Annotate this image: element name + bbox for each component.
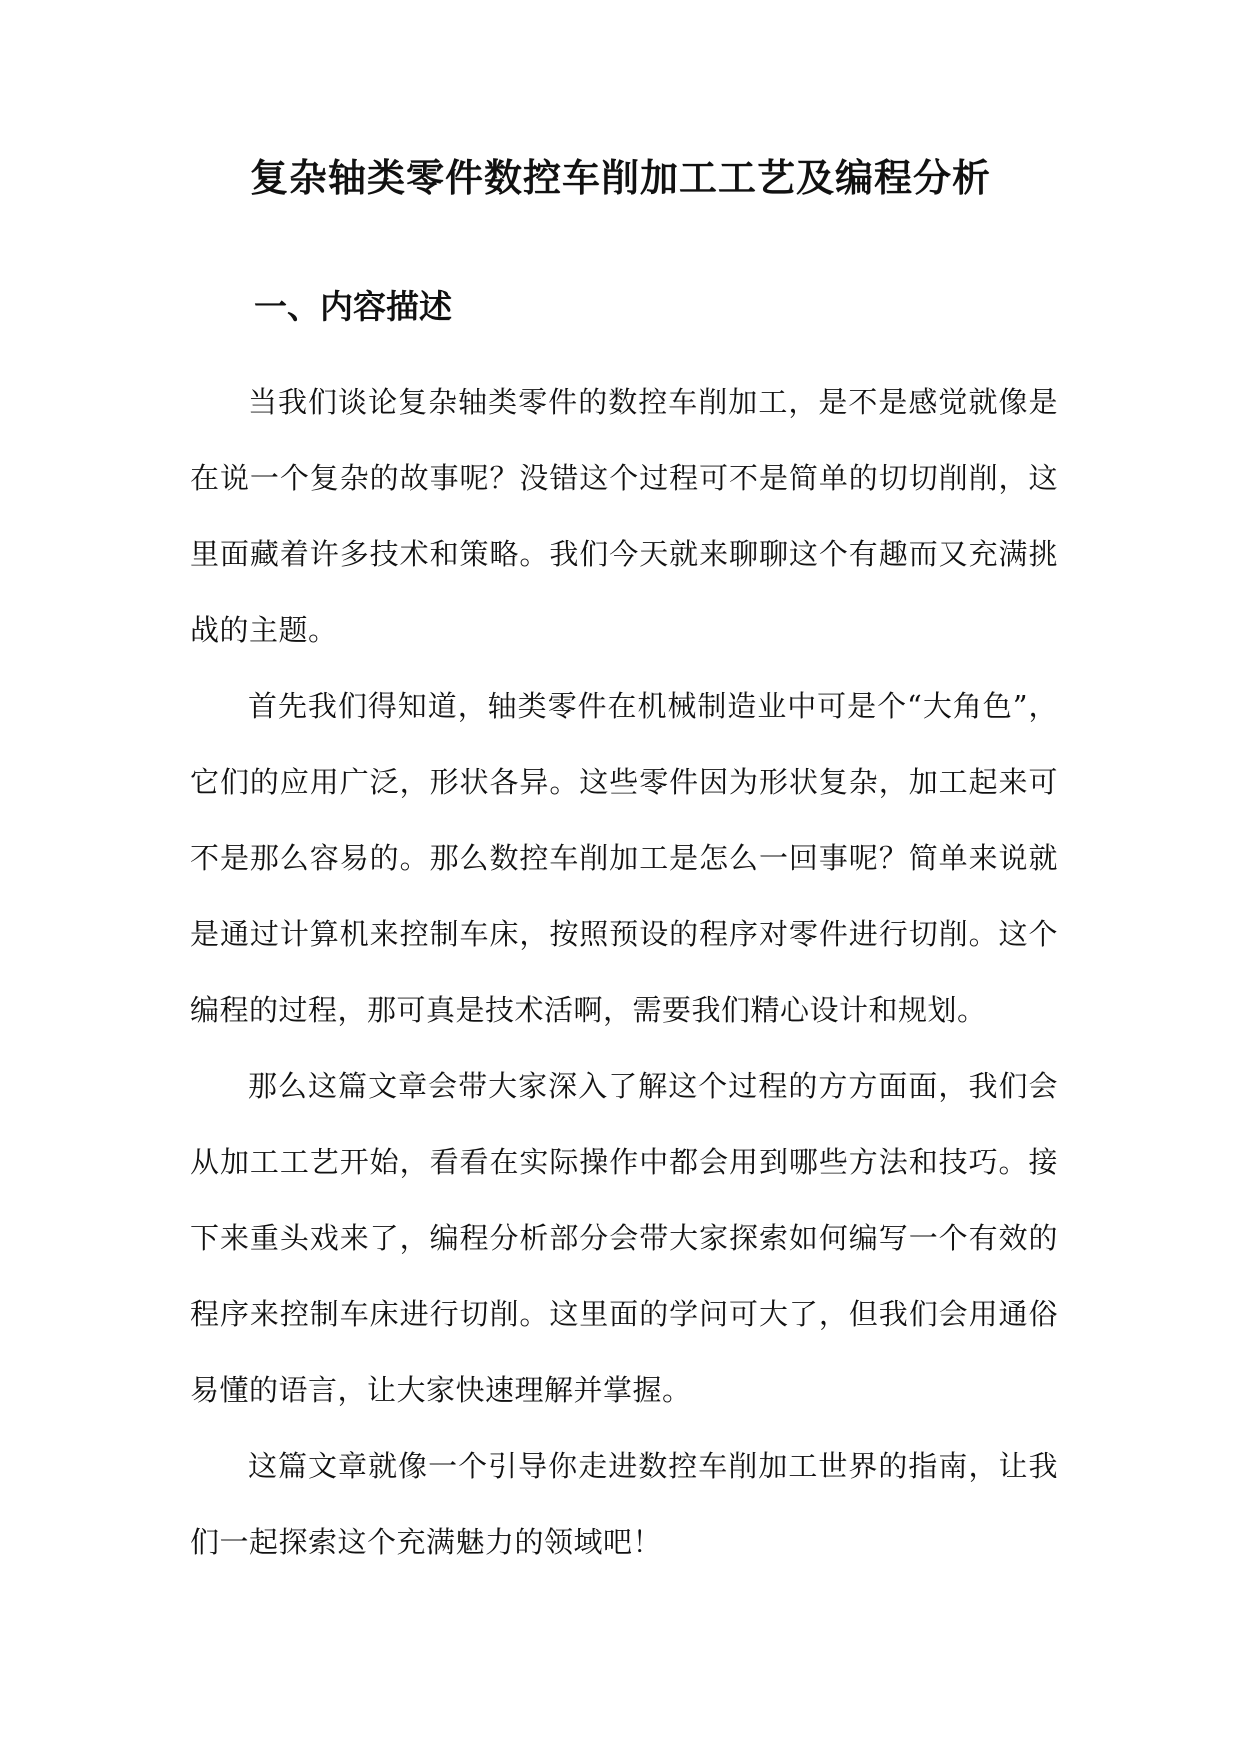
section-heading: 一、内容描述 [254, 287, 452, 326]
paragraph-1: 当我们谈论复杂轴类零件的数控车削加工，是不是感觉就像是在说一个复杂的故事呢？没错这个过程可不是简单的切切削削，这里面藏着许多技术和策略。我们今天就来聊聊这个有趣而又充满挑战的主题。 [190, 385, 1058, 647]
paragraph-4: 这篇文章就像一个引导你走进数控车削加工世界的指南，让我们一起探索这个充满魅力的领域吧！ [190, 1449, 1058, 1559]
paragraph-3: 那么这篇文章会带大家深入了解这个过程的方方面面，我们会从加工工艺开始，看看在实际操作中都会用到哪些方法和技巧。接下来重头戏来了，编程分析部分会带大家探索如何编写一个有效的程序来控制车床进行切削。这里面的学问可大了，但我们会用通俗易懂的语言，让大家快速理解并掌握。 [190, 1069, 1058, 1407]
document-title: 复杂轴类零件数控车削加工工艺及编程分析 [249, 155, 991, 200]
paragraph-2: 首先我们得知道，轴类零件在机械制造业中可是个“大角色”，它们的应用广泛，形状各异。这些零件因为形状复杂，加工起来可不是那么容易的。那么数控车削加工是怎么一回事呢？简单来说就是通过计算机来控制车床，按照预设的程序对零件进行切削。这个编程的过程，那可真是技术活啊，需要我们精心设计和规划。 [190, 689, 1058, 1027]
section-body [190, 364, 1058, 1580]
